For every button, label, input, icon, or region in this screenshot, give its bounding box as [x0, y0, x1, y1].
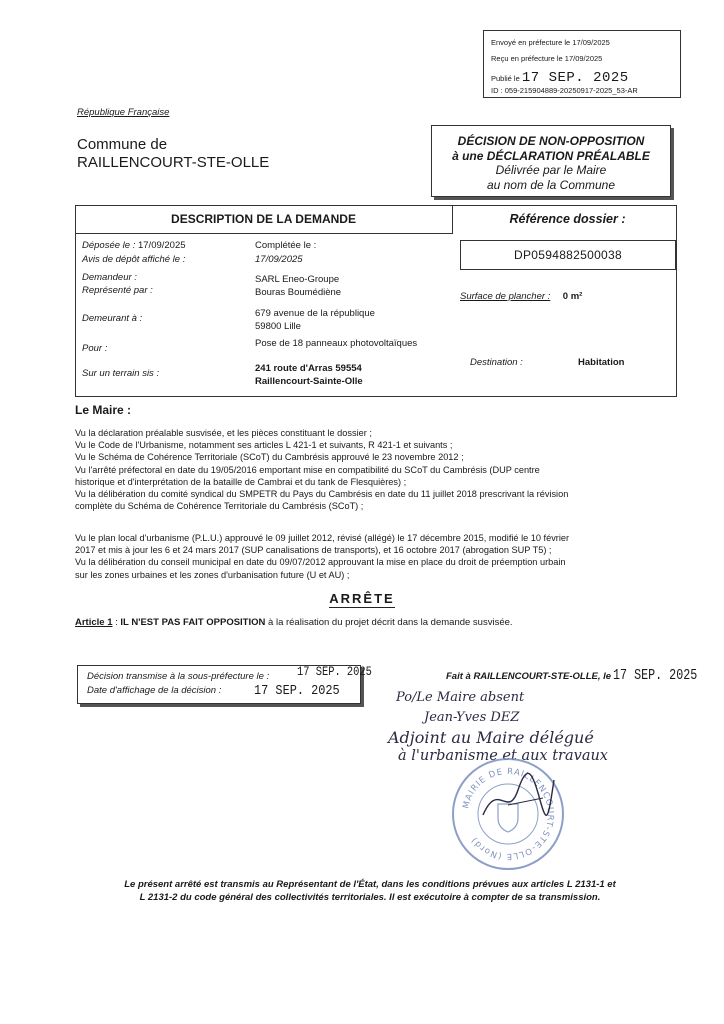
commune-line2: RAILLENCOURT-STE-OLLE	[77, 154, 270, 171]
vu-line: historique et d'interprétation de la bataille de Cambrai et du tank de Flesquières) ;	[75, 476, 407, 487]
signature-scribble-icon	[478, 770, 558, 830]
deposee-label: Déposée le :	[82, 240, 136, 251]
stamp-id: ID : 059-215904889-20250917-2025_53-AR	[491, 86, 638, 95]
surface-value: 0 m²	[562, 291, 583, 302]
demeurant-value2: 59800 Lille	[255, 321, 301, 332]
destination-label: Destination :	[470, 357, 523, 368]
terrain-value2: Raillencourt-Sainte-Olle	[255, 376, 363, 387]
destination-value: Habitation	[578, 357, 625, 368]
vu-line: complète du Schéma de Cohérence Territoriale du Cambrésis (SCoT) ;	[75, 501, 364, 512]
decision-title-box	[431, 125, 671, 197]
fait-date: 17 SEP. 2025	[613, 667, 698, 684]
signature-line4: à l'urbanisme et aux travaux	[398, 748, 608, 764]
decision-line2: à une DÉCLARATION PRÉALABLE	[452, 148, 650, 163]
deposee-row	[82, 240, 186, 251]
surface-row	[460, 286, 582, 304]
vu-line: sur les zones urbaines et les zones d'urbanisation future (U et AU) ;	[75, 569, 350, 580]
terrain-label: Sur un terrain sis :	[82, 368, 160, 379]
vu-line: Vu le Code de l'Urbanisme, notamment ses articles L 421-1 et suivants, R 421-1 et suivants ;	[75, 440, 453, 451]
commune-name	[77, 136, 269, 172]
signature-line2: Jean-Yves DEZ	[424, 710, 520, 725]
arrete-title	[0, 591, 724, 606]
article-label: Article 1	[75, 617, 113, 628]
demeurant-label: Demeurant à :	[82, 313, 143, 324]
transmit-label: Décision transmise à la sous-préfecture le :	[87, 671, 270, 682]
avis-value: 17/09/2025	[255, 254, 303, 265]
stamp-published-label: Publié le	[491, 74, 520, 83]
stamp-published-date: 17 SEP. 2025	[521, 70, 629, 86]
commune-line1: Commune de	[77, 136, 168, 153]
affichage-date: 17 SEP. 2025	[254, 683, 340, 699]
decision-line4: au nom de la Commune	[486, 177, 616, 192]
prefecture-stamp	[483, 30, 681, 98]
stamp-sent: Envoyé en préfecture le 17/09/2025	[491, 38, 610, 47]
pour-value: Pose de 18 panneaux photovoltaïques	[255, 338, 418, 349]
represente-value: Bouras Boumédiène	[255, 287, 342, 298]
article-1	[75, 617, 513, 628]
demandeur-label: Demandeur :	[82, 272, 137, 283]
signature-line1: Po/Le Maire absent	[396, 690, 525, 705]
stamp-received: Reçu en préfecture le 17/09/2025	[491, 54, 603, 63]
vu-line: Vu le Schéma de Cohérence Territoriale (SCoT) du Cambrésis approuvé le 23 novembre 2012 ;	[75, 452, 464, 463]
represente-label: Représenté par :	[82, 285, 153, 296]
le-maire-heading: Le Maire :	[75, 403, 132, 417]
fait-label: Fait à RAILLENCOURT-STE-OLLE, le	[446, 671, 612, 682]
terrain-value1: 241 route d'Arras 59554	[255, 363, 362, 374]
description-header: DESCRIPTION DE LA DEMANDE	[75, 205, 453, 234]
vu-line: Vu l'arrêté préfectoral en date du 19/05/2016 emportant mise en compatibilité du SCoT du Cambrésis (DUP centre	[75, 464, 540, 475]
pour-label: Pour :	[82, 343, 108, 354]
vu-line: Vu la déclaration préalable susvisée, et les pièces constituant le dossier ;	[75, 428, 372, 438]
vu-line: 2017 et mis à jour les 6 et 24 mars 2017 (SUP canalisations de transports), et 16 octobre 2017 (abrogation SUP T5) ;	[75, 545, 552, 556]
footer-line1: Le présent arrêté est transmis au Représentant de l'État, dans les conditions prévues aux articles L 2131-1 et	[124, 879, 616, 890]
decision-line1: DÉCISION DE NON-OPPOSITION	[457, 134, 645, 148]
affichage-label: Date d'affichage de la décision :	[87, 685, 222, 696]
footer-notice	[60, 878, 680, 904]
avis-label: Avis de dépôt affiché le :	[82, 254, 186, 265]
completee-label: Complétée le :	[255, 240, 317, 251]
vus-block-2	[75, 532, 675, 581]
seal-text: MAIRIE DE RAILLENCOURT-STE-OLLE (Nord)	[461, 766, 556, 862]
vu-line: Vu la délibération du comité syndical du SMPETR du Pays du Cambrésis en date du 11 juillet 2018 prescrivant la révision	[75, 489, 569, 500]
article-bold: IL N'EST PAS FAIT OPPOSITION	[120, 617, 266, 628]
vu-line: Vu le plan local d'urbanisme (P.L.U.) approuvé le 09 juillet 2012, révisé (allégé) le 17 décembre 2015, modifié le 10 février	[75, 533, 570, 543]
surface-label: Surface de plancher :	[460, 291, 551, 302]
article-sep: :	[112, 617, 121, 628]
footer-line2: L 2131-2 du code général des collectivités territoriales. Il est exécutoire à compter de sa transmission.	[139, 892, 601, 903]
demeurant-value1: 679 avenue de la république	[255, 308, 375, 319]
article-rest: à la réalisation du projet décrit dans la demande susvisée.	[265, 617, 513, 628]
stamp-published	[491, 71, 629, 85]
reference-number: DP0594882500038	[460, 240, 676, 270]
demandeur-value: SARL Eneo-Groupe	[255, 274, 340, 285]
vus-block-1	[75, 427, 675, 512]
reference-header: Référence dossier :	[509, 212, 626, 226]
vu-line: Vu la délibération du conseil municipal en date du 09/07/2012 approuvant la mise en place du droit de préemption urbain	[75, 557, 566, 568]
decision-line3: Délivrée par le Maire	[495, 163, 607, 177]
arrete-title-text: ARRÊTE	[329, 591, 395, 606]
republique-label: République Française	[77, 107, 170, 118]
deposee-value: 17/09/2025	[137, 240, 186, 251]
signature-line3: Adjoint au Maire délégué	[388, 728, 594, 747]
transmit-date: 17 SEP. 2025	[297, 664, 372, 679]
